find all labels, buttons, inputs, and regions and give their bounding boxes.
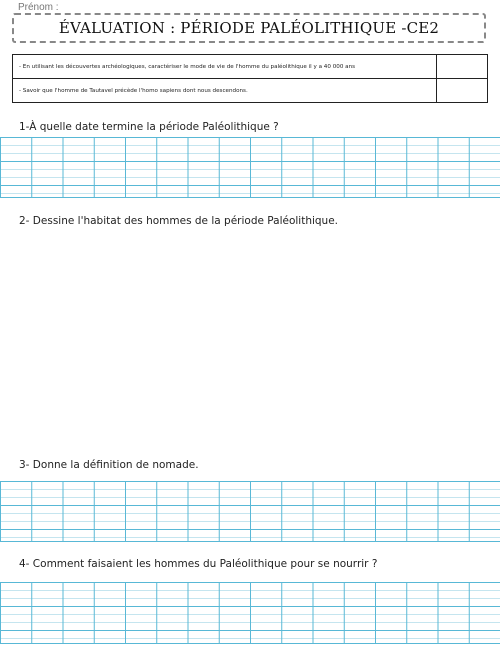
answer-grid-4[interactable] xyxy=(0,582,500,644)
competence-text: - En utilisant les découvertes archéologiques, caractériser le mode de vie de l'homme du paléolithique il y a 40 000 ans xyxy=(13,55,437,79)
question-3: 3- Donne la définition de nomade. xyxy=(19,459,199,471)
answer-grid-3[interactable] xyxy=(0,481,500,542)
page-title: ÉVALUATION : PÉRIODE PALÉOLITHIQUE -CE2 xyxy=(58,19,440,37)
table-row xyxy=(13,79,488,103)
question-4: 4- Comment faisaient les hommes du Paléolithique pour se nourrir ? xyxy=(19,558,378,570)
question-2: 2- Dessine l'habitat des hommes de la période Paléolithique. xyxy=(19,215,339,227)
answer-grid-1[interactable] xyxy=(0,137,500,198)
name-label: Prénom : xyxy=(18,2,59,13)
question-1: 1-À quelle date termine la période Paléolithique ? xyxy=(19,121,279,133)
title-box xyxy=(12,13,486,43)
table-row xyxy=(13,55,488,79)
evaluation-cell[interactable] xyxy=(437,55,488,79)
competence-text: - Savoir que l'homme de Tautavel précède l'homo sapiens dont nous descendons. xyxy=(13,79,437,103)
evaluation-cell[interactable] xyxy=(437,79,488,103)
drawing-area[interactable] xyxy=(0,232,500,452)
competences-table xyxy=(12,54,488,103)
